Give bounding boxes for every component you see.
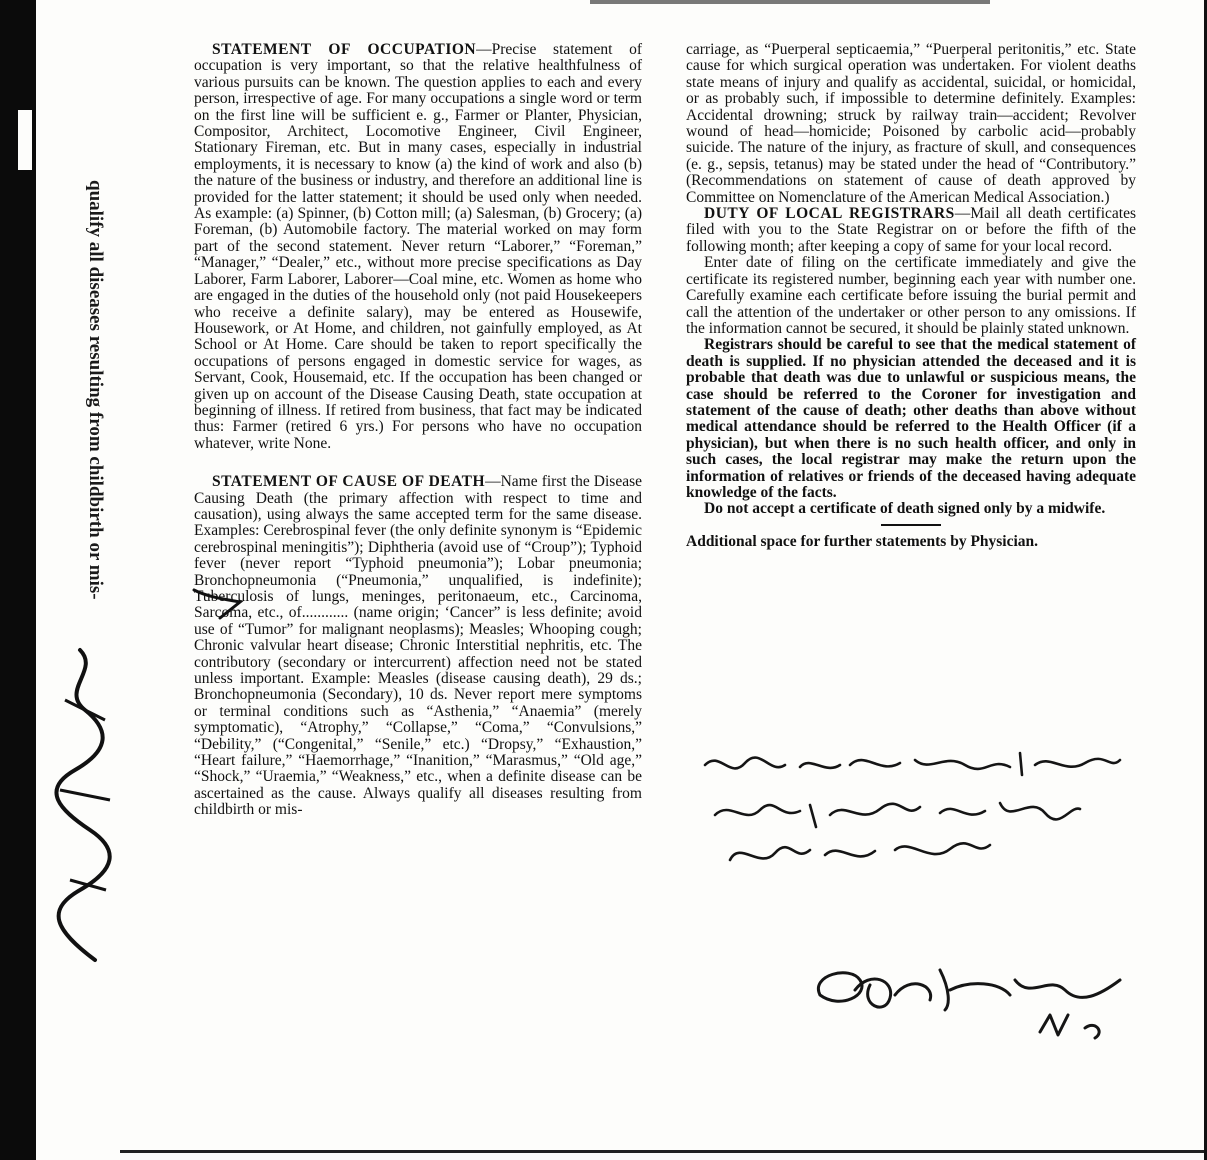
occupation-body: —Precise statement of occupation is very important, so that the relative healthfulness of various pursuits can be known. The question applies to each and every person, irrespective of age. For many occupations a single word or term on the first line will be sufficient e. g., Farmer or Planter, Physician, Compositor, Architect, Locomotive Engineer, Civil Engineer, Stationary Fireman, etc. But in many cases, especially in industrial employments, it is necessary to know (a) the kind of work and also (b) the nature of the business or industry, and therefore an additional line is provided for the latter statement; it should be used only when needed. As example: (a) Spinner, (b) Cotton mill; (a) Salesman, (b) Grocery; (a) Foreman, (b) Automobile factory. The material worked on may form part of the second statement. Never return “Laborer,” “Foreman,” “Manager,” “Dealer,” etc., without more precise specifications as Day Laborer, Farm Laborer, Laborer—Coal mine, etc. Women as home who are engaged in the duties of the household only (not paid Housekeepers who receive a definite salary), may be entered as Housewife, Housework, or At Home, and children, not gainfully employed, as At School or At Home. Care should be taken to report specifically the occupations of persons engaged in domestic service for wages, as Servant, Cook, Housemaid, etc. If the occupation has been changed or given up on account of the Disease Causing Death, state occupation at beginning of illness. If retired from business, that fact may be indicated thus: Farmer (retired 6 yrs.) For persons who have no occupation whatever, write None. xyxy=(194,41,642,452)
scan-edge-gap xyxy=(18,110,32,170)
duty-heading: DUTY OF LOCAL REGISTRARS xyxy=(704,205,955,223)
top-scan-rule xyxy=(590,0,990,4)
check-tick-mark xyxy=(190,580,260,620)
filing-paragraph: Enter date of filing on the certificate immediately and give the certificate its registered number, beginning each year with number one. Carefully examine each certificate before issuing the burial permit and call the attention of the undertaker or other person to any omissions. If the information cannot be secured, it should be plainly stated unknown. xyxy=(686,254,1136,337)
cause-body: —Name first the Disease Causing Death (the primary affection with respect to time and causation), using always the same accepted term for the same disease. Examples: Cerebrospinal fever (the only definite synonym is “Epidemic cerebrospinal meningitis”); Diphtheria (avoid use of “Croup”); Typhoid fever (never report “Typhoid pneumonia”); Lobar pneumonia; Bronchopneumonia (“Pneumonia,” unqualified, is indefinite); Tuberculosis of lungs, meninges, peritonaeum, etc., Carcinoma, Sarcoma, etc., of............ (name origin; ‘Cancer” is less definite; avoid use of “Tumor” for malignant neoplasms); Measles; Whooping cough; Chronic valvular heart disease; Chronic Interstitial nephritis, etc. The contributory (secondary or intercurrent) affection need not be stated unless important. Example: Measles (disease causing death), 29 ds.; Bronchopneumonia (Secondary), 10 ds. Never report mere symptoms or terminal conditions such as “Asthenia,” “Anaemia” (merely symptomatic), “Atrophy,” “Collapse,” “Coma,” “Convulsions,” “Debility,” (“Congenital,” “Senile,” etc.) “Dropsy,” “Exhaustion,” “Heart failure,” “Haemorrhage,” “Inanition,” “Marasmus,” “Old age,” “Shock,” “Uraemia,” “Weakness,” etc., when a definite disease can be ascertained as the cause. Always qualify all diseases resulting from childbirth or mis- xyxy=(194,473,643,819)
duty-paragraph xyxy=(686,206,1136,255)
cause-continuation: carriage, as “Puerperal septicaemia,” “Puerperal peritonitis,” etc. State cause for which surgical operation was undertaken. For violent deaths state means of injury and qualify as accidental, suicidal, or homicidal, or as probably such, if impossible to determine definitely. Examples: Accidental drowning; struck by railway train—accident; Revolver wound of head—homicide; Poisoned by carbolic acid—probably suicide. The nature of the injury, as fracture of skull, and consequences (e. g., sepsis, tetanus) may be stated under the head of “Contributory.” (Recommendations on statement of cause of death approved by Committee on Nomenclature of the American Medical Association.) xyxy=(686,41,1136,206)
midwife-paragraph: Do not accept a certificate of death signed only by a midwife. xyxy=(704,500,1106,518)
cause-paragraph xyxy=(194,474,642,819)
bottom-scan-rule xyxy=(120,1150,1207,1153)
occupation-heading: STATEMENT OF OCCUPATION xyxy=(212,41,477,58)
right-column xyxy=(686,42,1136,550)
additional-space-label: Additional space for further statements by Physician. xyxy=(686,532,1039,550)
duty-body: —Mail all death certificates filed with you to the State Registrar on or before the fifth of the following month; after keeping a copy of same for your local record. xyxy=(686,205,1136,255)
scan-edge-strip xyxy=(0,0,36,1160)
cause-heading: STATEMENT OF CAUSE OF DEATH xyxy=(212,473,486,491)
rotated-margin-text: qualify all diseases resulting from childbirth or mis- xyxy=(85,180,106,600)
registrars-paragraph: Registrars should be careful to see that the medical statement of death is supplied. If no physician attended the deceased and it is probable that death was due to unlawful or suspicious means, the case should be referred to the Coroner for investigation and statement of the cause of death; other deaths than above without medical attendance should be referred to the Health Officer (if a physician), but when there is no such health officer, and only in such cases, the local registrar may make the return upon the information of relatives or friends of the deceased having adequate knowledge of the facts. xyxy=(686,336,1136,501)
left-column xyxy=(194,42,642,819)
section-divider xyxy=(881,524,941,526)
margin-scrawl-handwriting xyxy=(40,640,130,970)
occupation-paragraph xyxy=(194,42,642,452)
